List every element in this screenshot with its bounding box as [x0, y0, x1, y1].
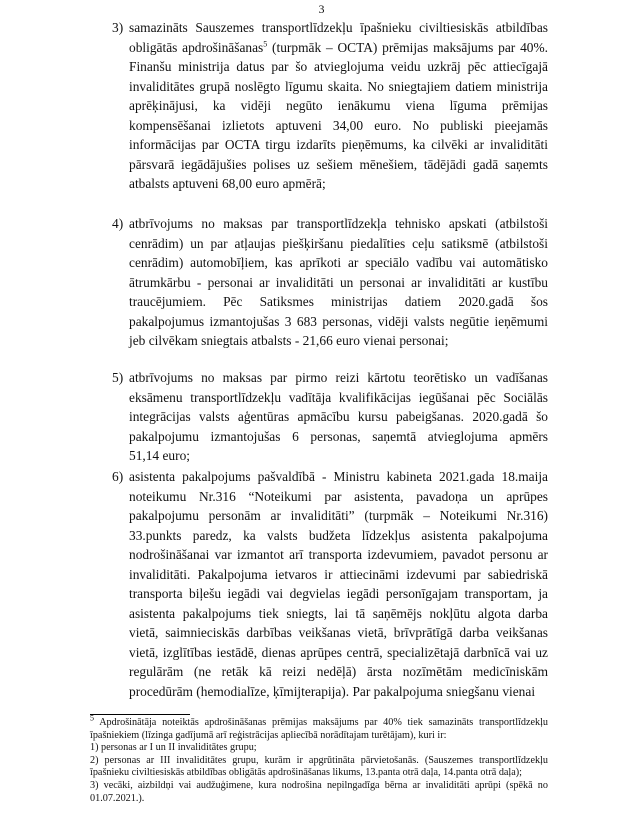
text-line: pārsvarā iegādājušies polises uz sešiem mēnešiem, tādējādi gadā saņemts	[129, 156, 548, 172]
text-line: invaliditāti. Pakalpojuma ietvaros ir attiecināmi izdevumi par sabiedriskā	[129, 566, 548, 582]
footnote-line: $^5$ Apdrošinātāja noteiktās apdrošināšanas prēmijas maksājums par 40% tiek samazināts transportlīdzekļu	[90, 713, 549, 728]
footnote-line: 3) vecāki, aizbildņi vai audžuģimene, kura nodrošina nepilngadīga bērna ar invaliditāti aprūpi (spēkā no 01.07.2021.).	[90, 779, 548, 804]
footnote-mark: 5	[90, 713, 94, 723]
text-line: aprēķinājusi, ka vidēji negūto ienākumu viena līguma prēmijas	[129, 98, 548, 113]
list-item-3	[112, 18, 548, 194]
text-line: 51,14 euro;	[129, 448, 190, 463]
list-item-6	[112, 467, 548, 701]
text-line: asistenta pakalpojums tiek sniegts, lai tā saņēmējs nokļūtu algota darba	[129, 605, 548, 621]
text-line: obligātās apdrošināšanas$^5$ (turpmāk – OCTA) prēmijas maksājums par 40%.	[129, 39, 548, 55]
text-line: nodrošināšanai var izmantot arī transporta izdevumiem, pavadot personu ar	[129, 547, 548, 562]
text-line: cenrādim) automobīļiem, kas aprīkoti ar speciālo vadību vai automātisko	[129, 255, 548, 270]
text-line: pakalpojumu izmantojušas 6 personas, saņemtā atvieglojuma apmērs	[129, 428, 548, 444]
text-line: pakalpojumu personām ar invaliditāti” (turpmāk – Noteikumi Nr.316)	[129, 508, 548, 523]
text-line: asistenta pakalpojums pašvaldībā - Ministru kabineta 2021.gada 18.maija	[129, 469, 548, 484]
text-line: noteikumu Nr.316 “Noteikumi par asistenta, pavadoņa un aprūpes	[129, 488, 548, 504]
text-line: pakalpojumus izmantojušas 3 683 personas, vidēji valsts negūtie ieņēmumi	[129, 313, 548, 329]
text-line: traucējumiem. Pēc Satiksmes ministrijas datiem 2020.gadā šos	[129, 294, 548, 309]
footnote-separator	[90, 714, 190, 715]
text-line: atbrīvojums no maksas par pirmo reizi kārtotu teorētisko un vadīšanas	[129, 370, 548, 385]
list-item-5	[112, 368, 548, 466]
item-number: 4)	[112, 216, 124, 231]
text-line: procedūrām (hemodialīze, ķīmijterapija). Par pakalpojuma sniegšanu vienai	[129, 683, 536, 699]
text-line: integrācijas valsts aģentūras apmācību kursu pabeigšanas. 2020.gadā šo	[129, 409, 548, 424]
text-line: samazināts Sauszemes transportlīdzekļu īpašnieku civiltiesiskās atbildības	[129, 20, 548, 35]
footnote-line: īpašniekiem (līzinga gadījumā arī reģistrācijas apliecībā norādītajam turētājam), kuri ir:	[90, 729, 447, 741]
page-number: 3	[318, 2, 325, 16]
footnote	[90, 713, 549, 805]
text-line: informācijas par OCTA tirgu izdarīts pieņēmums, ka cilvēki ar invaliditāti	[129, 137, 548, 152]
text-line: 33.punkts paredz, ka valsts budžeta līdzekļus asistenta pakalpojuma	[129, 527, 548, 543]
item-number: 6)	[112, 469, 124, 484]
text-line: Finanšu ministrija datus par šo atvieglojuma veidu uzkrāj pēc attiecīgajā	[129, 59, 548, 74]
text-line: vietā, saimnieciskās darbības veikšanas vietā, brīvprātīgā darba veikšanas	[129, 625, 548, 640]
text-line: eksāmenu transportlīdzekļu vadītāja kvalifikācijas iegūšanai pēc Sociālās	[129, 389, 548, 405]
text-line: jeb cilvēkam sniegtais atbalsts - 21,66 euro vienai personai;	[129, 333, 449, 348]
footnote-ref[interactable]: 5	[263, 39, 268, 49]
text-line: invaliditātes grupā noslēgto līgumu skaita. No sniegtajiem datiem ministrija	[129, 78, 548, 94]
list-item-4	[112, 214, 548, 351]
item-number: 3)	[112, 20, 124, 35]
text-line: cenrādim) un par atļaujas piešķiršanu piedalīties ceļu satiksmē (atbilstoši	[129, 235, 548, 251]
text-line: ātrumkārbu - personai ar invaliditāti un personai ar invaliditāti ar kustību	[129, 274, 548, 290]
footnote-line: 1) personas ar I un II invaliditātes grupu;	[90, 742, 257, 754]
text-line: vietā, izglītības iestādē, dienas aprūpes centrā, specializētajā darbnīcā vai uz	[129, 644, 548, 660]
text-line: atbalsts aptuveni 68,00 euro apmērā;	[129, 176, 326, 191]
text-line: regulārām (ne retāk kā reizi nedēļā) ārsta nozīmētām medicīniskām	[129, 664, 548, 679]
footnote-line: 2) personas ar III invaliditātes grupu, kurām ir apgrūtināta pārvietošanās. (Sauszemes transportlīdzekļu īpašnieku civiltiesiskās atbildības obligātās apdrošināšanas likums, 13.panta otrā daļa, 14.panta otrā daļa);	[90, 754, 548, 779]
item-number: 5)	[112, 370, 124, 385]
text-line: transporta biļešu iegādi vai degvielas iegādi personīgajam transportam, ja	[129, 586, 548, 601]
text-line: kompensēšanai izlietots aptuveni 34,00 euro. No publiski pieejamās	[129, 117, 548, 133]
text-line: atbrīvojums no maksas par transportlīdzekļa tehnisko apskati (atbilstoši	[129, 216, 548, 231]
